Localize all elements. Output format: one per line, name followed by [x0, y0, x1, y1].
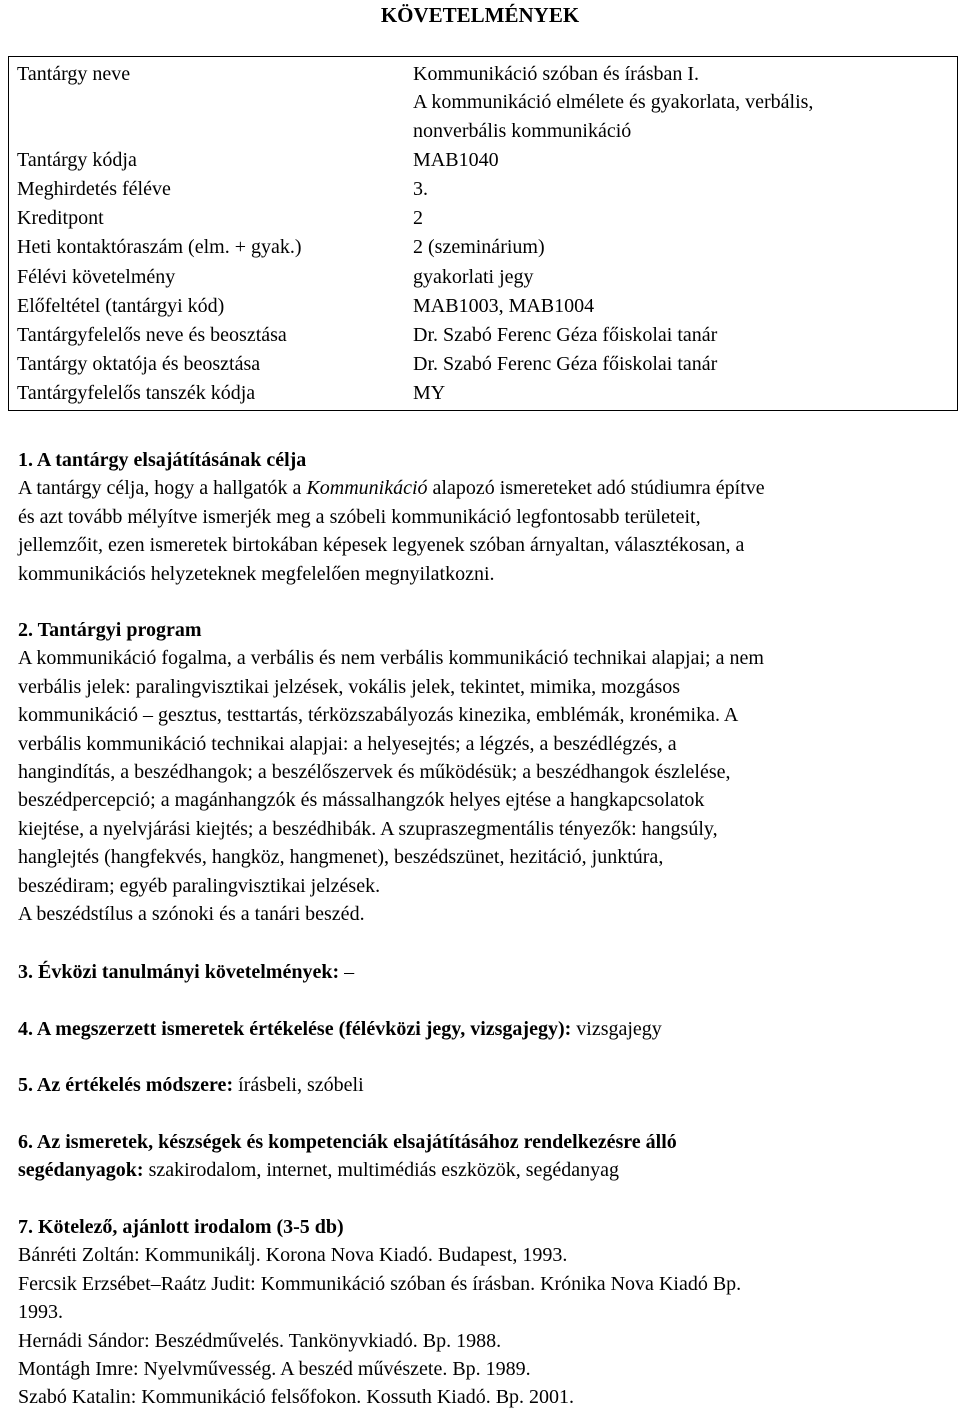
- literature-item: Bánréti Zoltán: Kommunikálj. Korona Nova Kiadó. Budapest, 1993.: [18, 1244, 568, 1267]
- info-label: Meghirdetés féléve: [17, 178, 171, 200]
- paragraph-line: verbális jelek: paralingvisztikai jelzések, vokális jelek, tekintet, mimika, mozgásos: [18, 675, 681, 698]
- section-literature: [18, 1213, 948, 1412]
- literature-item: Hernádi Sándor: Beszédművelés. Tankönyvkiadó. Bp. 1988.: [18, 1329, 502, 1352]
- info-label: Tantárgyfelelős tanszék kódja: [17, 382, 256, 404]
- paragraph-line: kiejtése, a nyelvjárási kiejtés; a beszédhibák. A szupraszegmentális tényezők: hangsúly,: [18, 817, 718, 840]
- paragraph-line: jellemzőit, ezen ismeretek birtokában képesek legyenek szóban árnyaltan, választékosan, a: [18, 534, 745, 557]
- section-course-program: [18, 616, 948, 928]
- paragraph-line: A beszédstílus a szónoki és a tanári beszéd.: [18, 903, 365, 926]
- literature-item: Montágh Imre: Nyelvművesség. A beszéd művészete. Bp. 1989.: [18, 1358, 531, 1381]
- section-value: szakirodalom, internet, multimédiás eszközök, segédanyag: [143, 1159, 619, 1182]
- section-heading: 2. Tantárgyi program: [18, 619, 202, 641]
- info-value: Dr. Szabó Ferenc Géza főiskolai tanár: [413, 324, 718, 346]
- literature-item-cont: 1993.: [18, 1301, 63, 1324]
- info-value: gyakorlati jegy: [413, 266, 534, 288]
- info-value: 3.: [413, 178, 428, 200]
- section-heading: 6. Az ismeretek, készségek és kompetenciák elsajátításához rendelkezésre álló: [18, 1131, 677, 1153]
- paragraph-line: A tantárgy célja, hogy a hallgatók a Kommunikáció alapozó ismereteket adó stúdiumra építve: [18, 477, 765, 500]
- info-value: MAB1040: [413, 149, 499, 171]
- info-label: Tantárgy neve: [17, 63, 131, 85]
- paragraph-line: hangindítás, a beszédhangok; a beszélőszervek és működésük; a beszédhangok észlelése,: [18, 761, 731, 784]
- section-heading-cont: segédanyagok:: [18, 1159, 144, 1182]
- section-value: vizsgajegy: [571, 1018, 662, 1040]
- section-value: írásbeli, szóbeli: [233, 1074, 364, 1096]
- section-heading: 3. Évközi tanulmányi követelmények:: [18, 961, 340, 983]
- info-label: Kreditpont: [17, 207, 104, 229]
- paragraph-line: kommunikáció – gesztus, testtartás, térközszabályozás kinezika, emblémák, kronémika. A: [18, 704, 739, 727]
- paragraph-line: beszédiram; egyéb paralingvisztikai jelzések.: [18, 874, 381, 897]
- section-evaluation: [18, 1015, 948, 1043]
- info-label: Előfeltétel (tantárgyi kód): [17, 295, 225, 317]
- literature-item: Fercsik Erzsébet–Raátz Judit: Kommunikáció szóban és írásban. Krónika Nova Kiadó Bp.: [18, 1272, 742, 1295]
- info-value: Dr. Szabó Ferenc Géza főiskolai tanár: [413, 353, 718, 375]
- info-label: Tantárgy oktatója és beosztása: [17, 353, 261, 375]
- section-course-objective: [18, 446, 948, 588]
- paragraph-line: verbális kommunikáció technikai alapjai: a helyesejtés; a légzés, a beszédlégzés, a: [18, 732, 677, 755]
- paragraph-line: beszédpercepció; a magánhangzók és mássalhangzók helyes ejtése a hangkapcsolatok: [18, 789, 705, 812]
- course-info-table: [8, 56, 958, 411]
- section-heading: 4. A megszerzett ismeretek értékelése (félévközi jegy, vizsgajegy):: [18, 1018, 572, 1040]
- paragraph-line: hanglejtés (hangfekvés, hangköz, hangmenet), beszédszünet, hezitáció, junktúra,: [18, 846, 664, 869]
- section-evaluation-method: [18, 1071, 948, 1099]
- info-label: Tantárgy kódja: [17, 149, 137, 171]
- info-value: 2 (szeminárium): [413, 236, 545, 258]
- info-value: MAB1003, MAB1004: [413, 295, 595, 317]
- info-label: Félévi követelmény: [17, 266, 176, 288]
- paragraph-line: kommunikációs helyzeteknek megfelelően megnyilatkozni.: [18, 562, 495, 585]
- info-label: Heti kontaktóraszám (elm. + gyak.): [17, 236, 302, 258]
- section-value: –: [339, 961, 355, 983]
- section-semester-requirements: [18, 958, 948, 986]
- page-title: KÖVETELMÉNYEK: [380, 3, 580, 27]
- section-heading: 1. A tantárgy elsajátításának célja: [18, 449, 307, 471]
- paragraph-line: és azt tovább mélyítve ismerjék meg a szóbeli kommunikáció legfontosabb területeit,: [18, 505, 701, 528]
- section-heading: 5. Az értékelés módszere:: [18, 1074, 234, 1096]
- section-heading: 7. Kötelező, ajánlott irodalom (3-5 db): [18, 1216, 344, 1238]
- info-value: 2: [413, 207, 423, 229]
- section-learning-materials: [18, 1128, 948, 1185]
- literature-item: Szabó Katalin: Kommunikáció felsőfokon. Kossuth Kiadó. Bp. 2001.: [18, 1386, 575, 1409]
- info-label: Tantárgyfelelős neve és beosztása: [17, 324, 287, 346]
- info-value: MY: [413, 382, 446, 404]
- paragraph-line: A kommunikáció fogalma, a verbális és nem verbális kommunikáció technikai alapjai; a nem: [18, 647, 764, 670]
- info-value: Kommunikáció szóban és írásban I. A kommunikáció elmélete és gyakorlata, verbális, nonverbális kommunikáció: [413, 63, 814, 142]
